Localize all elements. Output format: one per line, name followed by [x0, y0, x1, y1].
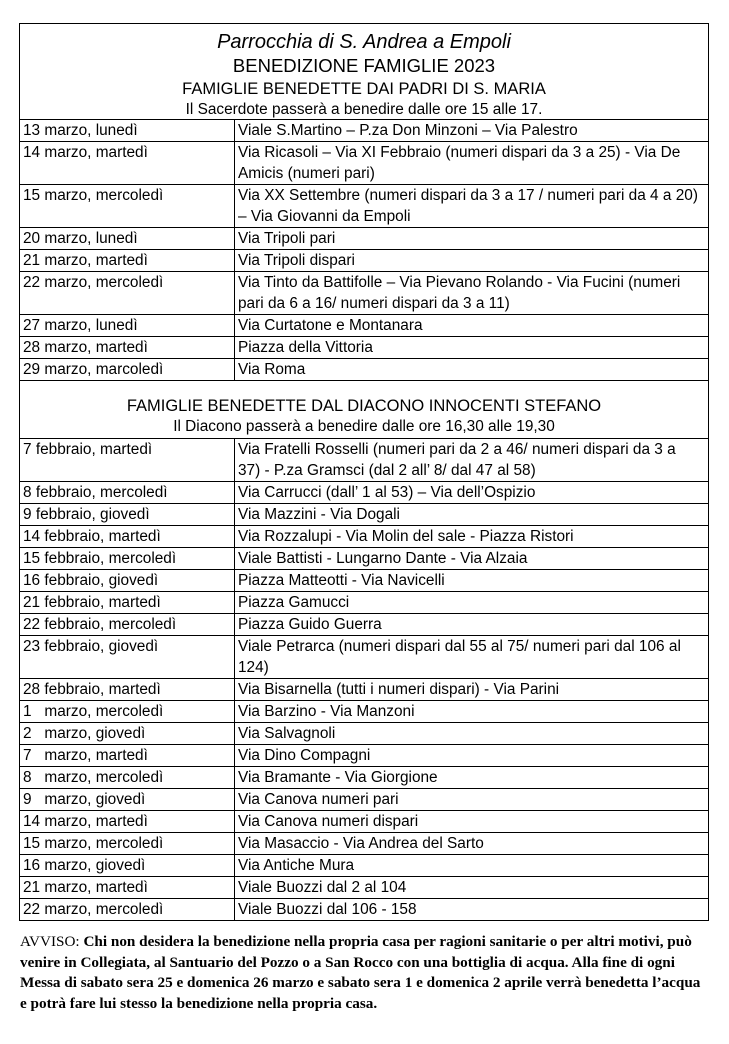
table-row [20, 833, 709, 855]
notice-label: AVVISO: [20, 933, 80, 950]
date-cell: 28 marzo, martedì [20, 337, 235, 359]
streets-cell: Via Bisarnella (tutti i numeri dispari) - Via Parini [235, 679, 709, 701]
date-cell: 21 marzo, martedì [20, 250, 235, 272]
date-cell: 16 febbraio, giovedì [20, 570, 235, 592]
table-row [20, 504, 709, 526]
schedule-document [19, 23, 708, 921]
streets-cell: Viale Petrarca (numeri dispari dal 55 al 75/ numeri pari dal 106 al 124) [235, 636, 709, 679]
streets-cell: Via Dino Compagni [235, 745, 709, 767]
schedule-table [19, 23, 709, 921]
table-row [20, 614, 709, 636]
date-cell: 15 marzo, mercoledì [20, 185, 235, 228]
table-row [20, 877, 709, 899]
table-row [20, 272, 709, 315]
table-row [20, 723, 709, 745]
streets-cell: Piazza Guido Guerra [235, 614, 709, 636]
date-cell: 7 marzo, martedì [20, 745, 235, 767]
table-row [20, 185, 709, 228]
table-row [20, 679, 709, 701]
date-cell: 22 marzo, mercoledì [20, 272, 235, 315]
streets-cell: Via Fratelli Rosselli (numeri pari da 2 a 46/ numeri dispari da 3 a 37) - P.za Gramsci (dal 2 all’ 8/ dal 47 al 58) [235, 439, 709, 482]
section1-heading: FAMIGLIE BENEDETTE DAI PADRI DI S. MARIA [182, 80, 546, 98]
table-row [20, 592, 709, 614]
streets-cell: Piazza Gamucci [235, 592, 709, 614]
date-cell: 21 febbraio, martedì [20, 592, 235, 614]
section1-header-row [20, 24, 709, 120]
table-row [20, 315, 709, 337]
date-cell: 1 marzo, mercoledì [20, 701, 235, 723]
date-cell: 21 marzo, martedì [20, 877, 235, 899]
table-row [20, 636, 709, 679]
section1-subheading: Il Sacerdote passerà a benedire dalle ore 15 alle 17. [185, 101, 543, 118]
date-cell: 9 marzo, giovedì [20, 789, 235, 811]
table-row [20, 570, 709, 592]
table-row [20, 337, 709, 359]
streets-cell: Viale Buozzi dal 2 al 104 [235, 877, 709, 899]
streets-cell: Piazza della Vittoria [235, 337, 709, 359]
date-cell: 8 febbraio, mercoledì [20, 482, 235, 504]
date-cell: 14 marzo, martedì [20, 811, 235, 833]
streets-cell: Via Curtatone e Montanara [235, 315, 709, 337]
streets-cell: Via Tripoli pari [235, 228, 709, 250]
streets-cell: Via Antiche Mura [235, 855, 709, 877]
date-cell: 27 marzo, lunedì [20, 315, 235, 337]
table-row [20, 120, 709, 142]
date-cell: 2 marzo, giovedì [20, 723, 235, 745]
date-cell: 13 marzo, lunedì [20, 120, 235, 142]
section2-heading: FAMIGLIE BENEDETTE DAL DIACONO INNOCENTI STEFANO [126, 397, 602, 415]
table-row [20, 526, 709, 548]
date-cell: 9 febbraio, giovedì [20, 504, 235, 526]
date-cell: 22 febbraio, mercoledì [20, 614, 235, 636]
date-cell: 23 febbraio, giovedì [20, 636, 235, 679]
streets-cell: Via Tripoli dispari [235, 250, 709, 272]
section1-header-cell [20, 24, 709, 120]
notice-text: Chi non desidera la benedizione nella propria casa per ragioni sanitarie o per altri motivi, può venire in Collegiata, al Santuario del Pozzo o a San Rocco con una bottiglia di acqua. Alla fine di ogni Messa di sabato sera 25 e domenica 26 marzo e sabato sera 1 e domenica 2 aprile verrà benedetta l’acqua e potrà fare lui stesso la benedizione nella propria casa. [20, 933, 701, 1012]
date-cell: 28 febbraio, martedì [20, 679, 235, 701]
table-row [20, 767, 709, 789]
date-cell: 8 marzo, mercoledì [20, 767, 235, 789]
table-row [20, 250, 709, 272]
date-cell: 22 marzo, mercoledì [20, 899, 235, 921]
date-cell: 7 febbraio, martedì [20, 439, 235, 482]
streets-cell: Piazza Matteotti - Via Navicelli [235, 570, 709, 592]
table-row [20, 548, 709, 570]
streets-cell: Via Bramante - Via Giorgione [235, 767, 709, 789]
streets-cell: Via Masaccio - Via Andrea del Sarto [235, 833, 709, 855]
streets-cell: Via XX Settembre (numeri dispari da 3 a 17 / numeri pari da 4 a 20) – Via Giovanni da Empoli [235, 185, 709, 228]
streets-cell: Viale S.Martino – P.za Don Minzoni – Via Palestro [235, 120, 709, 142]
section2-header-cell [20, 381, 709, 439]
table-row [20, 745, 709, 767]
streets-cell: Via Ricasoli – Via XI Febbraio (numeri dispari da 3 a 25) - Via De Amicis (numeri pari) [235, 142, 709, 185]
table-row [20, 701, 709, 723]
streets-cell: Via Salvagnoli [235, 723, 709, 745]
streets-cell: Viale Buozzi dal 106 - 158 [235, 899, 709, 921]
table-row [20, 789, 709, 811]
date-cell: 20 marzo, lunedì [20, 228, 235, 250]
streets-cell: Via Roma [235, 359, 709, 381]
table-row [20, 482, 709, 504]
streets-cell: Via Canova numeri pari [235, 789, 709, 811]
section2-subheading: Il Diacono passerà a benedire dalle ore 16,30 alle 19,30 [173, 418, 555, 435]
notice-paragraph [20, 932, 710, 1014]
table-row [20, 899, 709, 921]
streets-cell: Via Carrucci (dall’ 1 al 53) – Via dell’Ospizio [235, 482, 709, 504]
page-title: BENEDIZIONE FAMIGLIE 2023 [232, 55, 496, 76]
streets-cell: Via Canova numeri dispari [235, 811, 709, 833]
date-cell: 14 marzo, martedì [20, 142, 235, 185]
date-cell: 14 febbraio, martedì [20, 526, 235, 548]
table-row [20, 439, 709, 482]
date-cell: 15 febbraio, mercoledì [20, 548, 235, 570]
date-cell: 16 marzo, giovedì [20, 855, 235, 877]
streets-cell: Via Rozzalupi - Via Molin del sale - Piazza Ristori [235, 526, 709, 548]
date-cell: 29 marzo, marcoledì [20, 359, 235, 381]
table-row [20, 359, 709, 381]
table-row [20, 855, 709, 877]
streets-cell: Via Barzino - Via Manzoni [235, 701, 709, 723]
section2-header-row [20, 381, 709, 439]
table-row [20, 228, 709, 250]
streets-cell: Via Tinto da Battifolle – Via Pievano Rolando - Via Fucini (numeri pari da 6 a 16/ numeri dispari da 3 a 11) [235, 272, 709, 315]
streets-cell: Viale Battisti - Lungarno Dante - Via Alzaia [235, 548, 709, 570]
date-cell: 15 marzo, mercoledì [20, 833, 235, 855]
table-row [20, 142, 709, 185]
table-row [20, 811, 709, 833]
streets-cell: Via Mazzini - Via Dogali [235, 504, 709, 526]
parish-name: Parrocchia di S. Andrea a Empoli [217, 31, 511, 53]
